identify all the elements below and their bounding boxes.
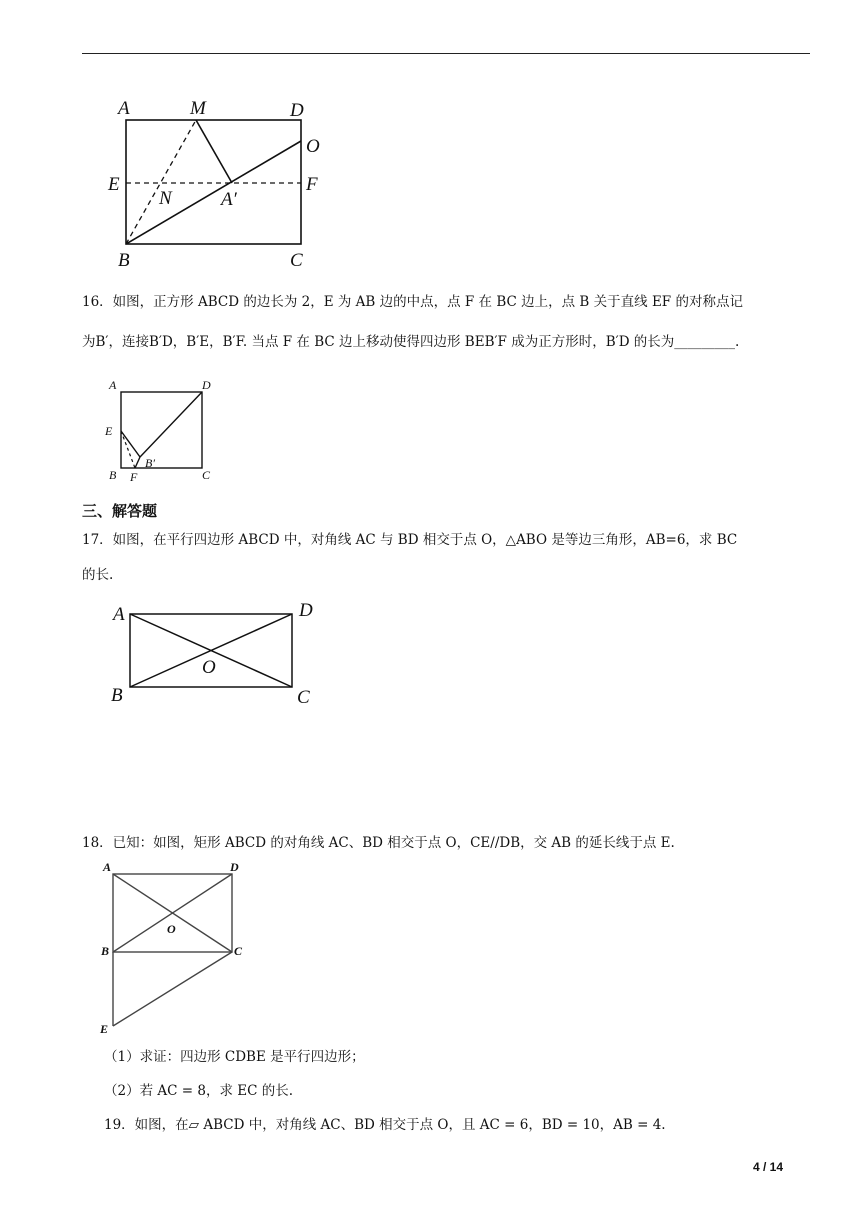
label-E: E xyxy=(100,1022,109,1036)
line-eb-prime-dashed xyxy=(121,431,135,468)
q17-text-line2: 的长. xyxy=(82,567,114,583)
figure-q18 xyxy=(95,856,265,1036)
label-A-prime: A′ xyxy=(221,189,237,210)
line-bprime-f xyxy=(135,457,140,468)
label-O: O xyxy=(306,136,320,157)
line-ma xyxy=(196,120,232,183)
line-bprime-d xyxy=(140,392,202,457)
line-e-bprime xyxy=(121,431,140,457)
label-B: B xyxy=(109,468,117,482)
label-C: C xyxy=(202,468,211,482)
label-B-prime: B′ xyxy=(145,456,155,470)
line-ce xyxy=(113,952,232,1026)
label-A: A xyxy=(103,860,112,874)
label-D: D xyxy=(202,378,211,392)
label-D: D xyxy=(299,600,313,621)
label-O: O xyxy=(167,922,176,936)
line-bo xyxy=(126,141,301,244)
label-F: F xyxy=(130,470,138,484)
rectangle-abcd xyxy=(126,120,301,244)
section-title: 三、解答题 xyxy=(82,502,158,520)
figure-q17 xyxy=(105,596,325,711)
q17-text-line1: 17．如图，在平行四边形 ABCD 中，对角线 AC 与 BD 相交于点 O，△ABO 是等边三角形，AB=6，求 BC xyxy=(82,532,738,548)
label-D: D xyxy=(230,860,239,874)
q16-text-line1: 16．如图，正方形 ABCD 的边长为 2，E 为 AB 边的中点，点 F 在 BC 边上，点 B 关于直线 EF 的对称点记 xyxy=(82,294,743,310)
label-C: C xyxy=(234,944,243,958)
q18-text-line1: 18．已知：如图，矩形 ABCD 的对角线 AC、BD 相交于点 O，CE//DB，交 AB 的延长线于点 E. xyxy=(82,835,675,851)
q16-text-line2: 为B′，连接B′D，B′E，B′F. 当点 F 在 BC 边上移动使得四边形 BEB′F 成为正方形时，B′D 的长为_________. xyxy=(82,334,740,350)
label-E: E xyxy=(108,174,120,195)
header-rule xyxy=(82,53,810,54)
label-D: D xyxy=(290,100,304,121)
label-B: B xyxy=(101,944,110,958)
label-E: E xyxy=(105,424,113,438)
q19-text-line1: 19．如图，在▱ ABCD 中，对角线 AC、BD 相交于点 O，且 AC = 6，BD = 10，AB = 4. xyxy=(104,1117,666,1133)
figure-q16 xyxy=(100,375,230,485)
label-N: N xyxy=(159,188,172,209)
line-bm-dashed xyxy=(126,120,196,244)
label-A: A xyxy=(113,604,125,625)
label-A: A xyxy=(109,378,117,392)
square-abcd xyxy=(121,392,202,468)
q18-subquestion-2: （2）若 AC = 8，求 EC 的长. xyxy=(104,1083,293,1099)
q18-subquestion-1: （1）求证：四边形 CDBE 是平行四边形； xyxy=(104,1049,365,1065)
label-O: O xyxy=(202,657,216,678)
label-C: C xyxy=(297,687,310,708)
label-M: M xyxy=(190,98,206,119)
figure-q15 xyxy=(100,95,340,275)
label-C: C xyxy=(290,250,303,271)
label-F: F xyxy=(306,174,318,195)
label-B: B xyxy=(111,685,123,706)
label-A: A xyxy=(118,98,130,119)
label-B: B xyxy=(118,250,130,271)
page-number: 4 / 14 xyxy=(753,1160,784,1174)
